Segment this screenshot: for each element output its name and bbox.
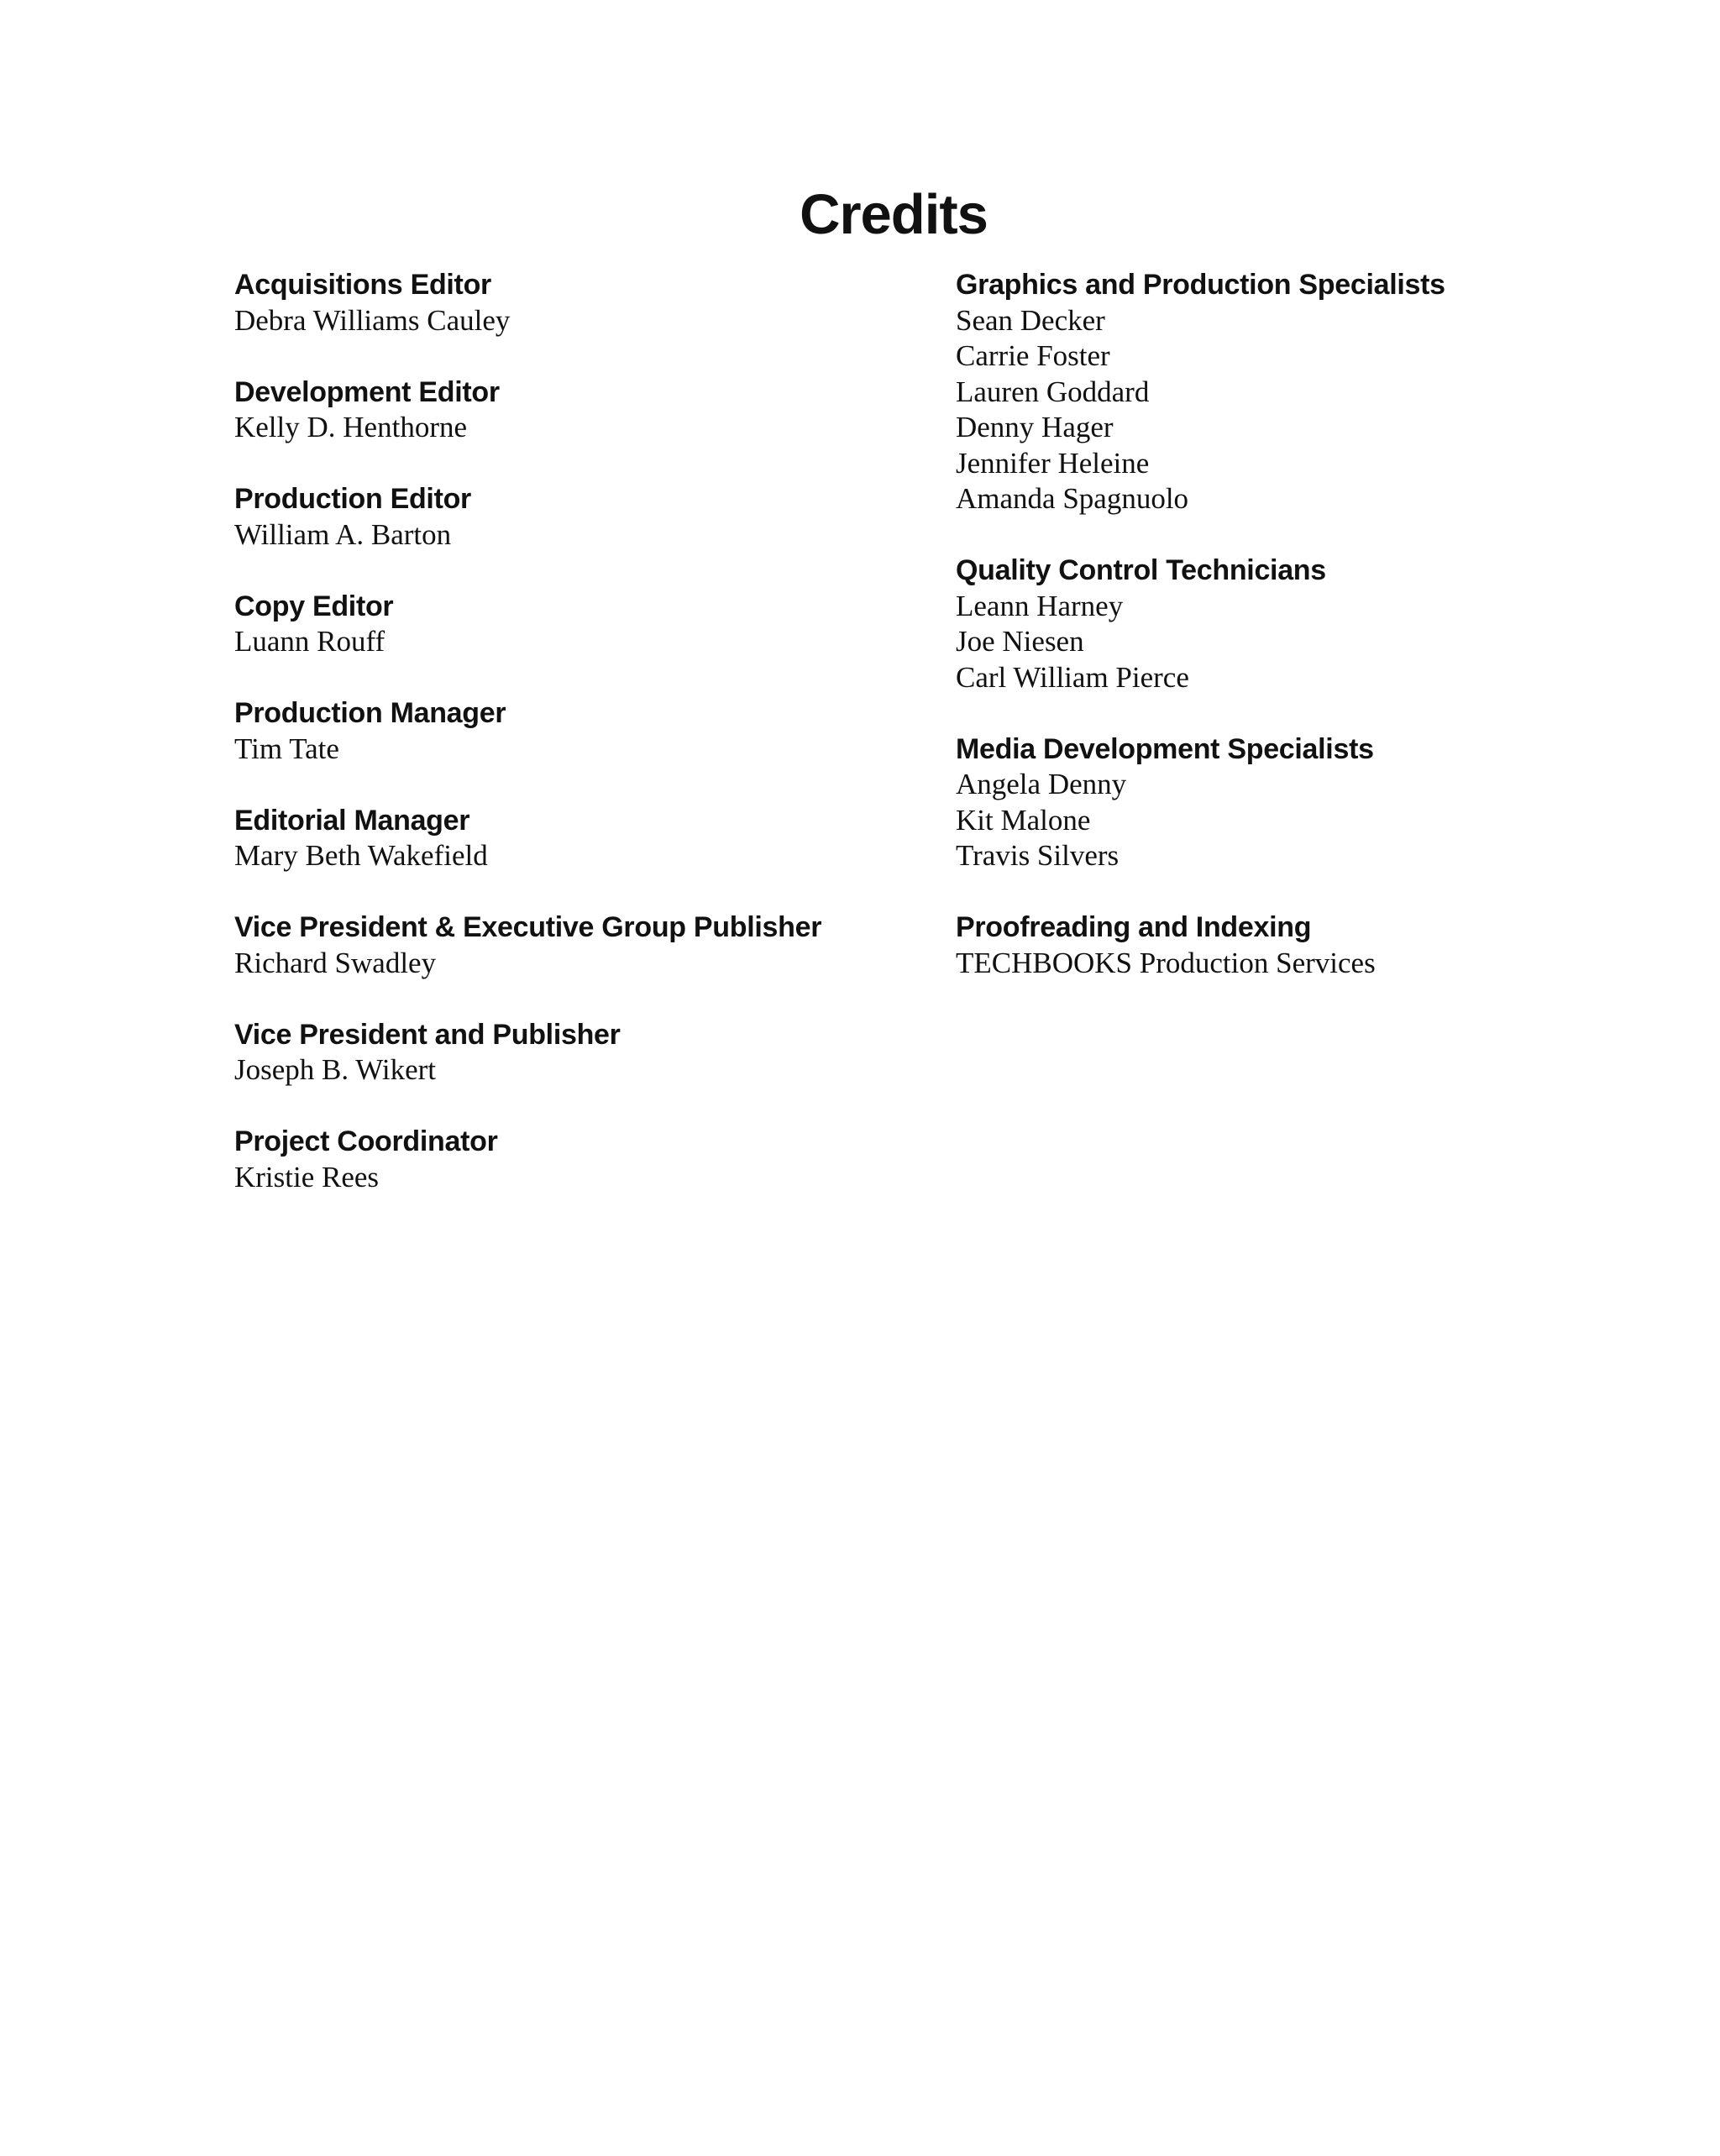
credit-name: Carrie Foster [956,339,1110,372]
credit-role: Production Manager [234,697,506,729]
credit-group [234,1017,923,1088]
credit-name: Kelly D. Henthorne [234,411,468,443]
credit-name: Mary Beth Wakefield [234,839,488,872]
credit-group [234,695,923,767]
credit-name: Leann Harney [956,589,1124,622]
credit-role: Vice President and Publisher [234,1018,621,1051]
credit-group [234,589,923,660]
credit-name: Travis Silvers [956,839,1120,872]
credit-name: Carl William Pierce [956,660,1189,694]
credit-role: Vice President & Executive Group Publisher [234,911,822,943]
credit-group [234,1124,923,1195]
credit-name: Joe Niesen [956,625,1084,658]
credit-role: Development Editor [234,375,500,408]
credit-name: Denny Hager [956,411,1114,443]
credit-name: Lauren Goddard [956,375,1150,408]
credit-group [234,803,923,874]
credit-group [234,481,923,553]
credit-name: Kit Malone [956,803,1091,837]
credit-role: Acquisitions Editor [234,269,491,301]
credit-role: Proofreading and Indexing [956,911,1312,943]
credit-role: Copy Editor [234,590,394,622]
credit-group [956,910,1644,981]
credit-name: Angela Denny [956,768,1127,800]
credit-name: Jennifer Heleine [956,446,1150,480]
credit-group [956,732,1644,874]
credit-group [956,553,1644,695]
credits-left-column [234,267,923,1231]
credits-right-column [956,267,1644,1017]
credit-name: William A. Barton [234,517,452,551]
credit-name: Richard Swadley [234,946,437,979]
credit-name: Luann Rouff [234,625,385,658]
credit-name: Tim Tate [234,732,339,765]
credit-role: Editorial Manager [234,804,470,837]
credit-name: Debra Williams Cauley [234,303,511,337]
credit-group [234,910,923,981]
credit-name: TECHBOOKS Production Services [956,946,1376,979]
credit-name: Joseph B. Wikert [234,1053,437,1086]
credit-role: Media Development Specialists [956,732,1374,765]
credit-role: Project Coordinator [234,1125,498,1157]
credit-group [234,267,923,338]
credit-name: Kristie Rees [234,1160,380,1193]
credit-role: Production Editor [234,483,471,515]
credit-role: Graphics and Production Specialists [956,269,1445,301]
page-title: Credits [800,183,988,246]
credit-name: Sean Decker [956,303,1105,337]
credit-name: Amanda Spagnuolo [956,482,1189,515]
credit-group [234,375,923,446]
credit-group [956,267,1644,517]
credit-role: Quality Control Technicians [956,554,1326,586]
